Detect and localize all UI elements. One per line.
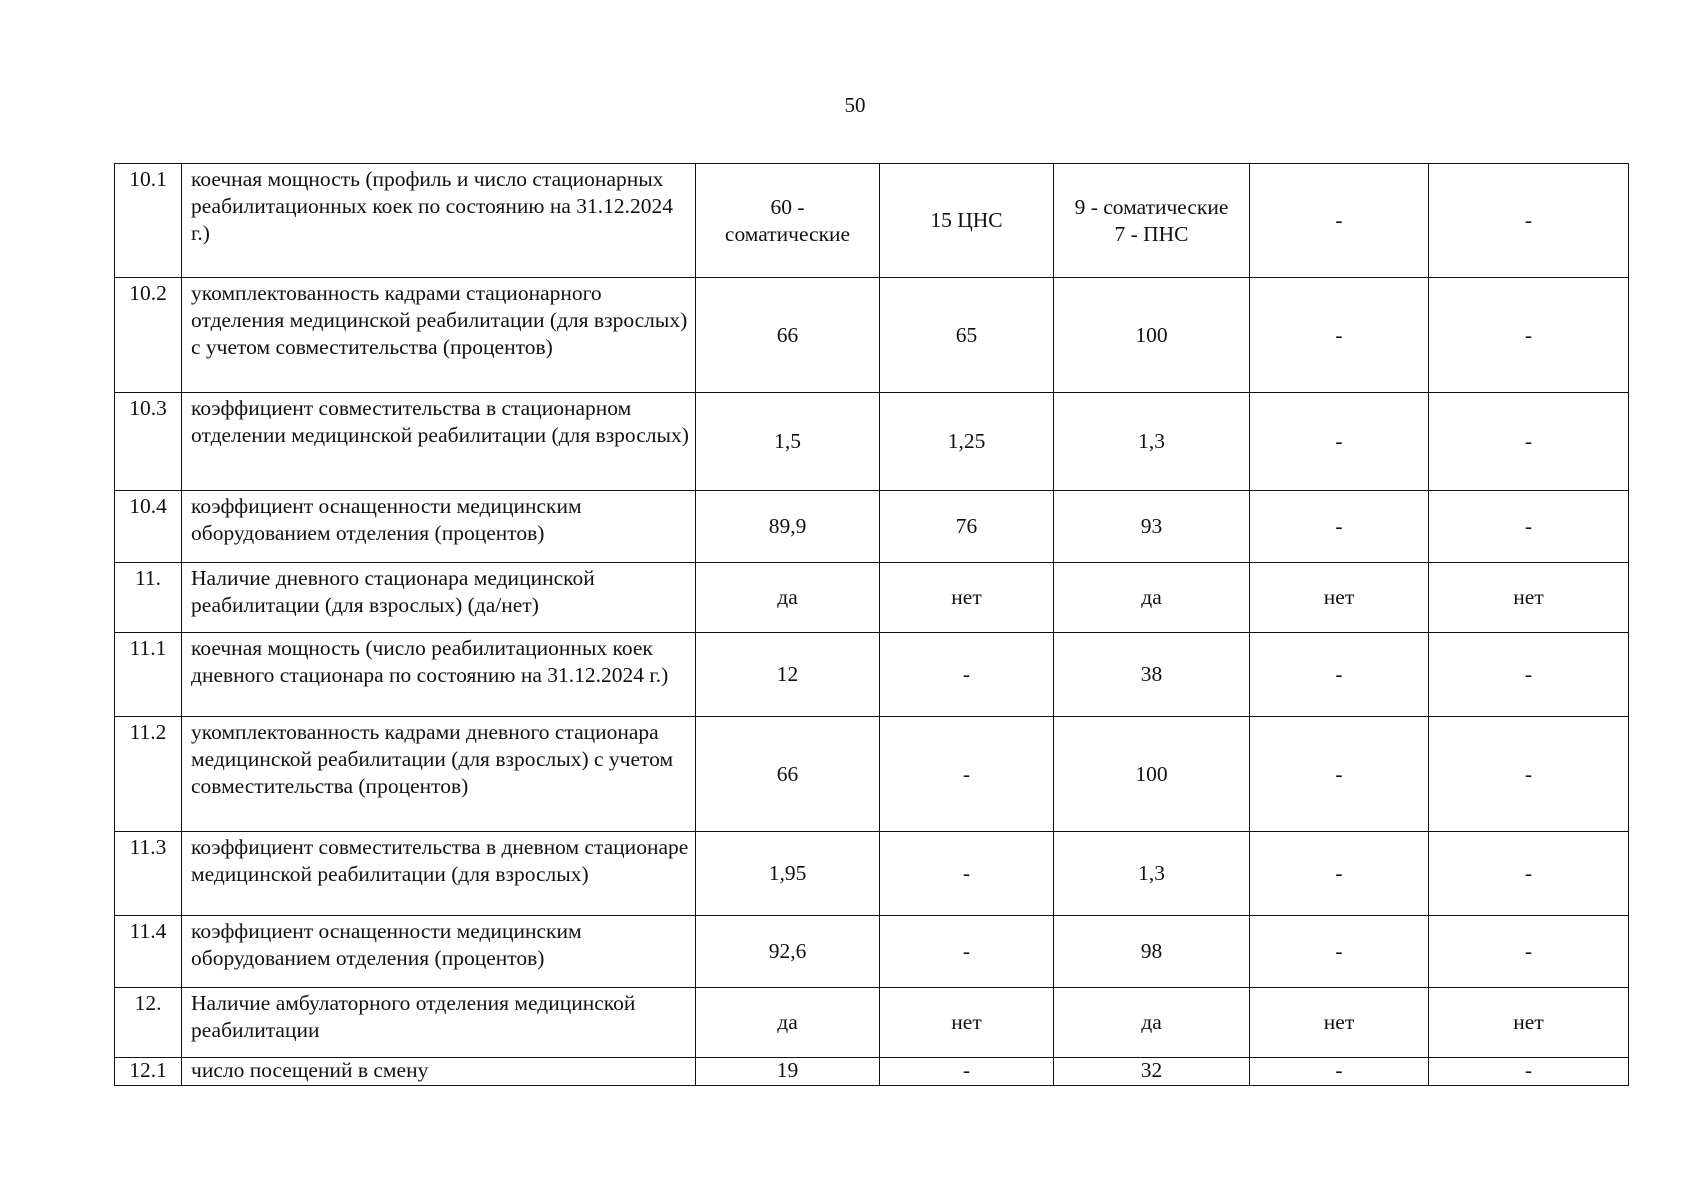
row-description: коечная мощность (профиль и число стационарных реабилитационных коек по состоянию на 31.12.2024 г.) [182,164,696,278]
value-cell-col3: 98 [1054,916,1250,988]
row-description: Наличие амбулаторного отделения медицинской реабилитации [182,988,696,1058]
row-description: укомплектованность кадрами стационарного отделения медицинской реабилитации (для взрослых) с учетом совместительства (процентов) [182,278,696,393]
value-cell-col3: 1,3 [1054,832,1250,916]
value-cell-col1: 12 [696,633,880,717]
table-row [115,563,1629,633]
row-number: 11.4 [115,916,182,988]
value-cell-col2: - [880,832,1054,916]
value-cell-col5: нет [1429,563,1629,633]
row-description: коечная мощность (число реабилитационных коек дневного стационара по состоянию на 31.12.2024 г.) [182,633,696,717]
value-cell-col5: - [1429,491,1629,563]
value-cell-col1: 19 [696,1058,880,1086]
table-row [115,832,1629,916]
value-cell-col4: - [1250,916,1429,988]
row-number: 10.1 [115,164,182,278]
row-number: 11.2 [115,717,182,832]
row-description: коэффициент оснащенности медицинским оборудованием отделения (процентов) [182,916,696,988]
table-row [115,717,1629,832]
table-row [115,491,1629,563]
value-cell-col2: 76 [880,491,1054,563]
value-cell-col1: 1,5 [696,393,880,491]
value-cell-col3: 100 [1054,278,1250,393]
row-number: 10.4 [115,491,182,563]
data-table [114,163,1629,1086]
value-cell-col5: - [1429,916,1629,988]
value-cell-col4: - [1250,278,1429,393]
value-cell-col5: - [1429,633,1629,717]
value-cell-col5: - [1429,1058,1629,1086]
row-description: коэффициент оснащенности медицинским оборудованием отделения (процентов) [182,491,696,563]
row-description: коэффициент совместительства в стационарном отделении медицинской реабилитации (для взрослых) [182,393,696,491]
value-cell-col5: - [1429,278,1629,393]
value-cell-col3: 100 [1054,717,1250,832]
value-cell-col4: - [1250,1058,1429,1086]
value-cell-col4: - [1250,164,1429,278]
row-description: число посещений в смену [182,1058,696,1086]
value-cell-col4: - [1250,491,1429,563]
table-row [115,278,1629,393]
value-cell-col2: 15 ЦНС [880,164,1054,278]
row-number: 11. [115,563,182,633]
value-cell-col1: 66 [696,278,880,393]
value-cell-col1: 89,9 [696,491,880,563]
row-number: 11.3 [115,832,182,916]
value-cell-col1: да [696,988,880,1058]
value-cell-col2: нет [880,563,1054,633]
row-description: коэффициент совместительства в дневном стационаре медицинской реабилитации (для взрослых) [182,832,696,916]
page-number: 50 [844,93,866,117]
value-cell-col4: нет [1250,988,1429,1058]
value-cell-col4: - [1250,717,1429,832]
table-row [115,393,1629,491]
value-cell-col2: - [880,916,1054,988]
table-row [115,164,1629,278]
value-cell-col5: - [1429,393,1629,491]
table-row [115,988,1629,1058]
value-cell-col1: 1,95 [696,832,880,916]
value-cell-col4: - [1250,393,1429,491]
value-cell-col2: - [880,1058,1054,1086]
value-cell-col3: 9 - соматические 7 - ПНС [1054,164,1250,278]
value-cell-col1: 66 [696,717,880,832]
value-cell-col1: 60 - соматические [696,164,880,278]
row-number: 10.2 [115,278,182,393]
value-cell-col2: 65 [880,278,1054,393]
value-cell-col3: да [1054,563,1250,633]
value-cell-col3: 32 [1054,1058,1250,1086]
row-number: 11.1 [115,633,182,717]
value-cell-col1: 92,6 [696,916,880,988]
row-number: 12.1 [115,1058,182,1086]
value-cell-col3: 93 [1054,491,1250,563]
value-cell-col4: нет [1250,563,1429,633]
table-row [115,916,1629,988]
value-cell-col2: 1,25 [880,393,1054,491]
table-row [115,633,1629,717]
row-number: 10.3 [115,393,182,491]
value-cell-col5: нет [1429,988,1629,1058]
value-cell-col3: да [1054,988,1250,1058]
value-cell-col1: да [696,563,880,633]
value-cell-col3: 38 [1054,633,1250,717]
table-row [115,1058,1629,1086]
value-cell-col2: - [880,717,1054,832]
value-cell-col4: - [1250,832,1429,916]
value-cell-col4: - [1250,633,1429,717]
value-cell-col2: нет [880,988,1054,1058]
value-cell-col5: - [1429,164,1629,278]
row-description: Наличие дневного стационара медицинской реабилитации (для взрослых) (да/нет) [182,563,696,633]
value-cell-col3: 1,3 [1054,393,1250,491]
value-cell-col5: - [1429,717,1629,832]
value-cell-col5: - [1429,832,1629,916]
value-cell-col2: - [880,633,1054,717]
row-number: 12. [115,988,182,1058]
row-description: укомплектованность кадрами дневного стационара медицинской реабилитации (для взрослых) с учетом совместительства (процентов) [182,717,696,832]
